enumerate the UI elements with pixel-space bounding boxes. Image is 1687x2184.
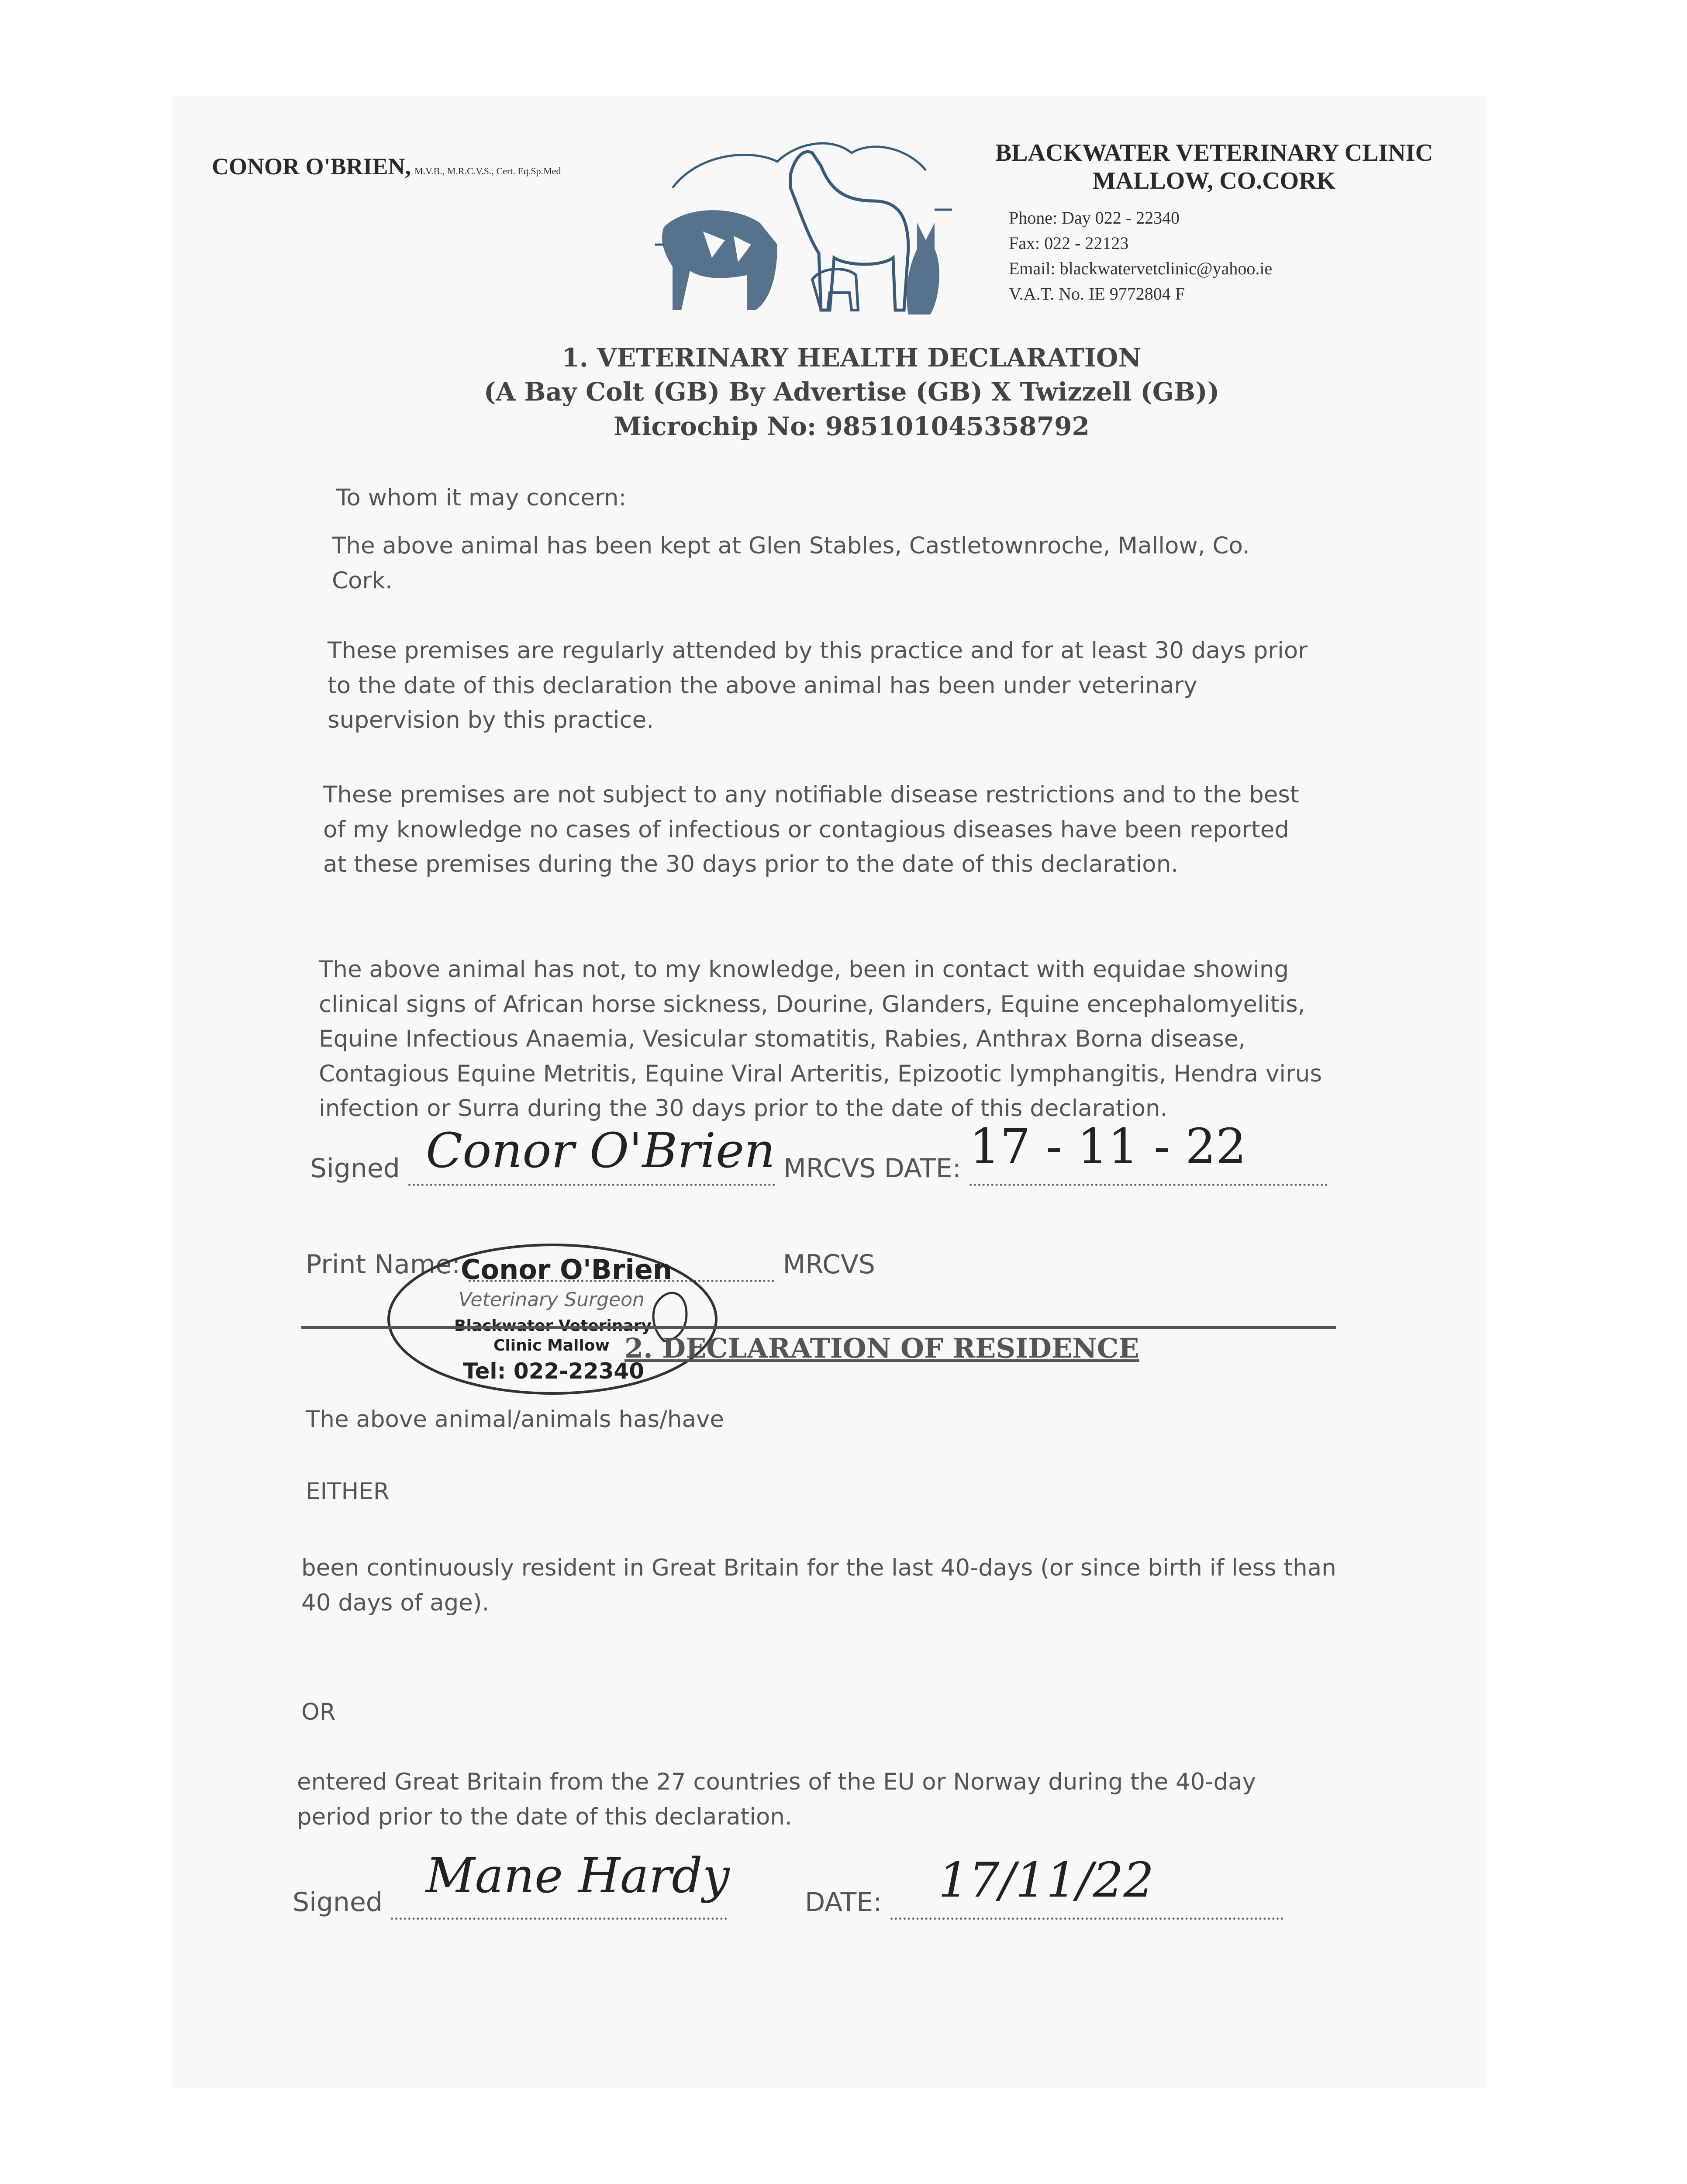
print-name-suffix: MRCVS	[783, 1249, 875, 1280]
vet-signature: Conor O'Brien	[425, 1123, 775, 1178]
clinic-name: BLACKWATER VETERINARY CLINIC	[995, 139, 1433, 166]
salutation: To whom it may concern:	[336, 484, 627, 511]
date-label-2: DATE:	[805, 1887, 882, 1918]
stamp-role: Veterinary Surgeon	[459, 1289, 645, 1311]
either-label: EITHER	[306, 1478, 390, 1505]
owner-date-field	[890, 1852, 1283, 1920]
paragraph-restrictions: These premises are not subject to any notifiable disease restrictions and to the best of my knowledge no cases of infectious or contagious diseases have been reported at these premises during the 30 days prior to the date of this declaration.	[323, 781, 1299, 878]
contact-details	[1009, 205, 1272, 307]
paragraph-contact: The above animal has not, to my knowledge, been in contact with equidae showing clinical signs of African horse sickness, Dourine, Glanders, Equine encephalomyelitis, Equine Infectious Anaemia, Vesicular stomatitis, Rabies, Anthrax Borna disease, Contagious Equine Metritis, Equine Viral Arteritis, Epizootic lymphangitis, Hendra virus infection or Surra during the 30 days prior to the date of this declaration.	[319, 956, 1322, 1122]
vet-name: CONOR O'BRIEN, M.V.B., M.R.C.V.S., Cert. Eq.Sp.Med	[212, 153, 561, 180]
horse-description: (A Bay Colt (GB) By Advertise (GB) X Twizzell (GB))	[483, 377, 1220, 407]
stamp-location: Clinic Mallow	[493, 1337, 610, 1355]
owner-date-value: 17/11/22	[938, 1852, 1154, 1908]
vet-signature-line	[310, 1118, 1328, 1186]
option-entered: entered Great Britain from the 27 countries of the EU or Norway during the 40-day period prior to the date of this declaration.	[297, 1769, 1256, 1830]
or-label: OR	[301, 1699, 336, 1725]
clinic-name-block	[974, 139, 1454, 195]
vet-date-value: 17 - 11 - 22	[969, 1118, 1247, 1174]
owner-signature: Mane Hardy	[425, 1848, 730, 1904]
clinic-location: MALLOW, CO.CORK	[1092, 167, 1336, 195]
signed-label-2: Signed	[293, 1887, 383, 1918]
fax-text: Fax: 022 - 22123	[1009, 233, 1129, 253]
section2-title: 2. DECLARATION OF RESIDENCE	[624, 1332, 1139, 1364]
phone-text: Phone: Day 022 - 22340	[1009, 208, 1180, 228]
print-name-label: Print Name:	[306, 1249, 461, 1280]
section-divider	[301, 1326, 1336, 1329]
section1-title: 1. VETERINARY HEALTH DECLARATION	[562, 343, 1142, 373]
vet-qualifications: M.V.B., M.R.C.V.S., Cert. Eq.Sp.Med	[414, 166, 561, 176]
residence-intro: The above animal/animals has/have	[306, 1406, 724, 1433]
owner-signature-line	[293, 1848, 1283, 1920]
mrcvs-date-label: MRCVS DATE:	[783, 1153, 961, 1184]
clinic-stamp	[384, 1241, 721, 1398]
option-resident: been continuously resident in Great Britain for the last 40-days (or since birth if less than 40 days of age).	[301, 1555, 1336, 1616]
email-text: Email: blackwatervetclinic@yahoo.ie	[1009, 259, 1273, 278]
signature-field	[408, 1123, 775, 1186]
microchip-number: Microchip No: 985101045358792	[614, 411, 1090, 441]
paragraph-supervision: These premises are regularly attended by this practice and for at least 30 days prior to the date of this declaration the above animal has been under veterinary supervision by this practice.	[328, 637, 1308, 733]
stamp-tel: Tel: 022-22340	[463, 1358, 644, 1384]
owner-signature-field	[391, 1848, 730, 1920]
animals-logo-icon	[646, 135, 961, 332]
date-field	[969, 1118, 1328, 1186]
paragraph-premises: The above animal has been kept at Glen Stables, Castletownroche, Mallow, Co. Cork.	[332, 532, 1250, 594]
section1-title-block	[393, 341, 1310, 443]
vat-text: V.A.T. No. IE 9772804 F	[1009, 284, 1185, 304]
stamp-name: Conor O'Brien	[461, 1254, 672, 1286]
signed-label: Signed	[310, 1153, 400, 1184]
